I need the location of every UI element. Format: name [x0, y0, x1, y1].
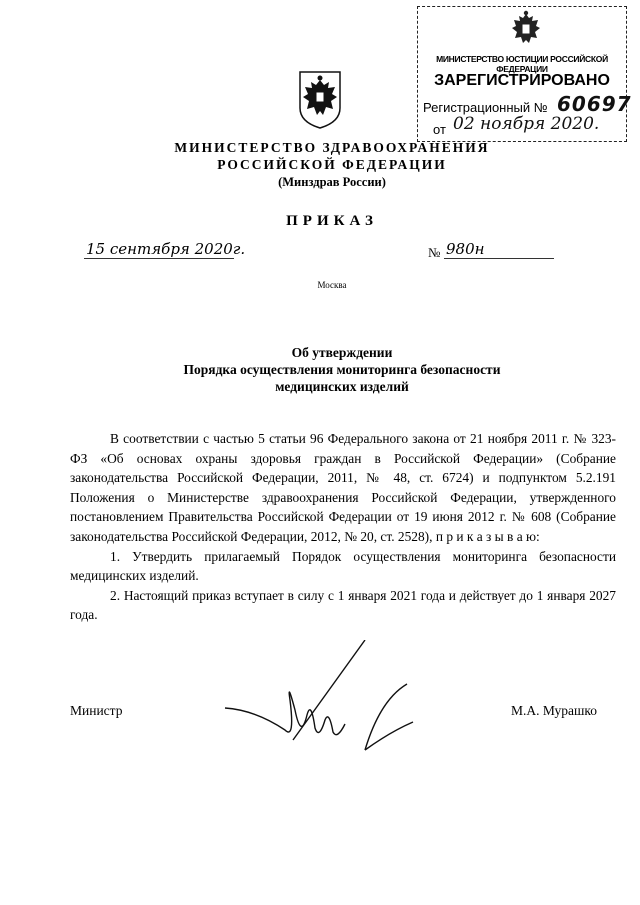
paragraph-item-1: 1. Утвердить прилагаемый Порядок осуществления мониторинга безопасности медицинских изделий. [70, 548, 616, 584]
signatory-name: М.А. Мурашко [511, 703, 598, 718]
stamp-reg-number: 60697 [557, 92, 632, 116]
order-number: 980н [446, 240, 485, 258]
coat-of-arms-icon [296, 68, 344, 130]
ministry-name-line2: РОССИЙСКОЙ ФЕДЕРАЦИИ [217, 157, 447, 172]
order-date: 15 сентября 2020г. [86, 240, 246, 258]
number-underline [444, 258, 554, 259]
number-label: № [428, 245, 441, 260]
registration-stamp [417, 6, 632, 142]
signatory-position: Министр [70, 703, 123, 718]
stamp-title: ЗАРЕГИСТРИРОВАНО [434, 72, 610, 89]
stamp-reg-label: Регистрационный № [423, 100, 548, 115]
city: Москва [317, 280, 347, 290]
ministry-short-name: (Минздрав России) [278, 175, 386, 189]
date-underline [84, 258, 234, 259]
stamp-from-label: от [433, 122, 446, 137]
ministry-name-line1: МИНИСТЕРСТВО ЗДРАВООХРАНЕНИЯ [174, 140, 490, 155]
order-body [70, 429, 616, 625]
paragraph-preamble: В соответствии с частью 5 статьи 96 Федерального закона от 21 ноября 2011 г. № 323-ФЗ «Об основах охраны здоровья граждан в Российской Федерации» (Собрание законодательства Российской Федерации, 2011, № 48, ст. 6724) и подпунктом 5.2.191 Положения о Министерстве здравоохранения Российской Федерации, утвержденного постановлением Правительства Российской Федерации от 19 июня 2012 г. № 608 (Собрание законодательства Российской Федерации, 2012, № 20, ст. 2528), п р и к а з ы в а ю: [70, 431, 616, 544]
title-line2: Порядка осуществления мониторинга безопасности [183, 362, 501, 377]
eagle-emblem-icon [509, 10, 543, 50]
handwritten-signature [215, 640, 425, 755]
title-line3: медицинских изделий [275, 379, 409, 394]
stamp-ministry: МИНИСТЕРСТВО ЮСТИЦИИ РОССИЙСКОЙ ФЕДЕРАЦИИ [436, 54, 608, 74]
paragraph-item-2: 2. Настоящий приказ вступает в силу с 1 января 2021 года и действует до 1 января 2027 года. [70, 587, 616, 623]
document-type: ПРИКАЗ [286, 213, 378, 229]
stamp-date: 02 ноября 2020. [453, 114, 600, 134]
title-line1: Об утверждении [291, 345, 393, 360]
